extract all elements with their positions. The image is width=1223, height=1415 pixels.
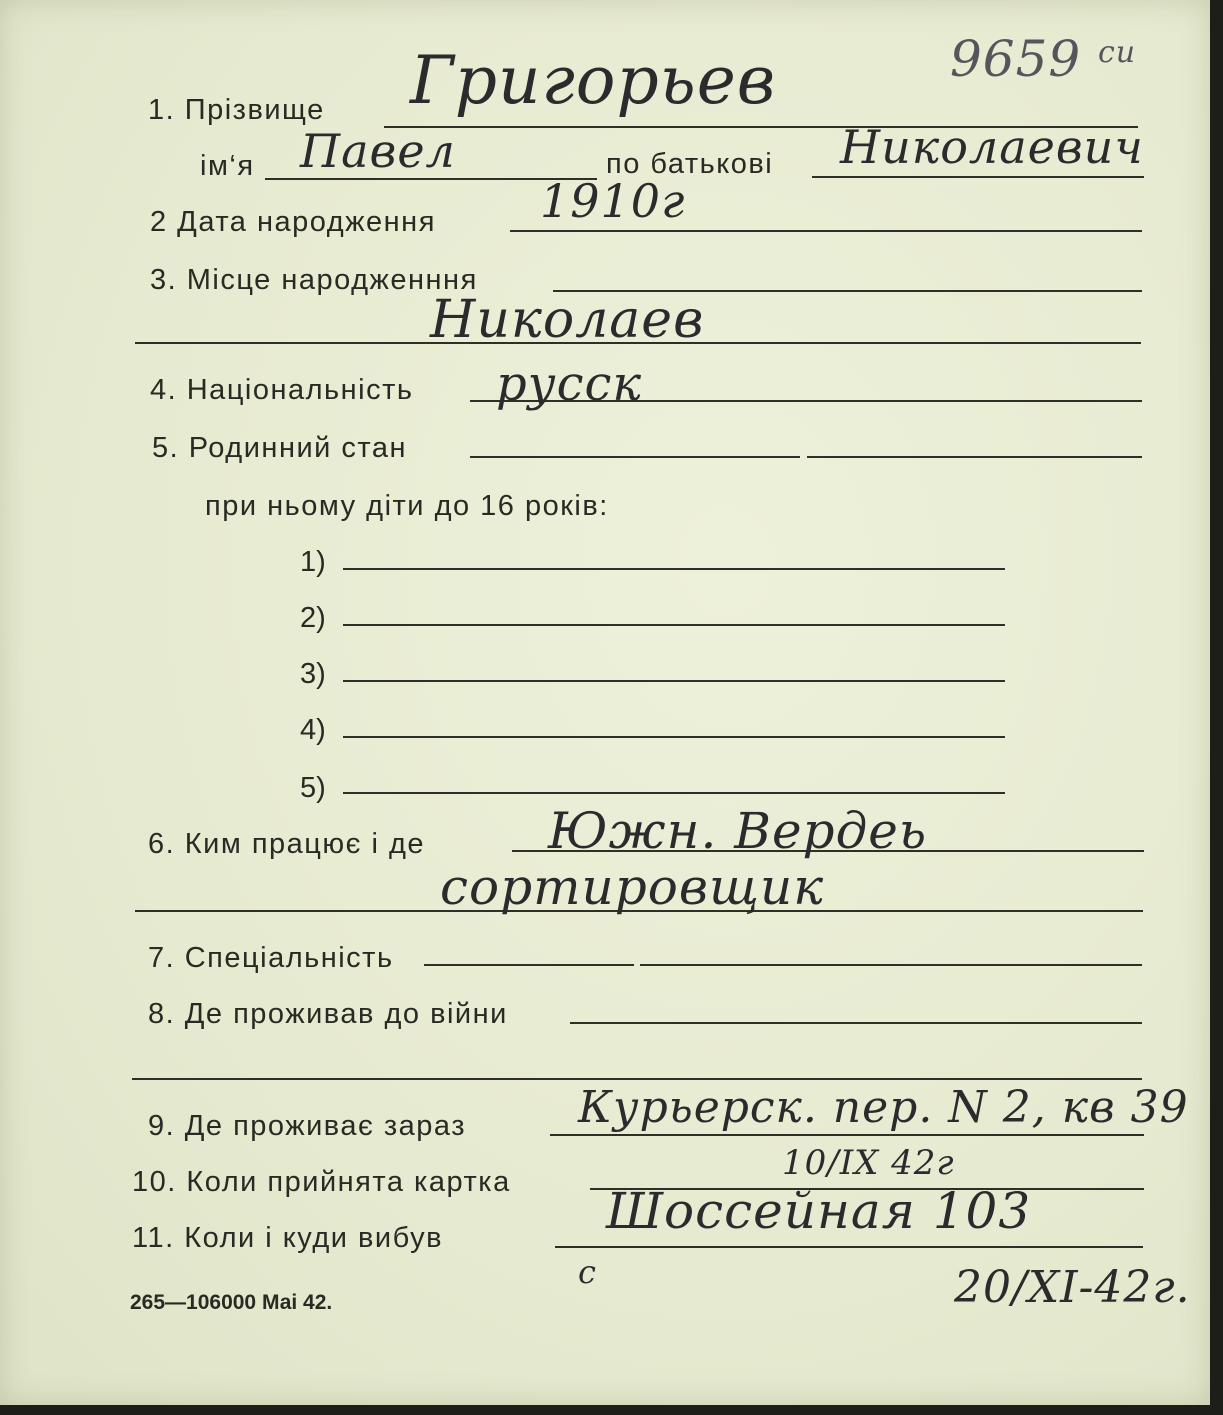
child-1-label: 1) [300, 546, 326, 578]
current-address-line [550, 1134, 1144, 1136]
print-code: 265—106000 Маі 42. [130, 1291, 333, 1314]
birth-date-value: 1910г [540, 174, 686, 228]
marital-line-a [470, 456, 800, 458]
departure-label: 11. Коли і куди вибув [132, 1222, 443, 1254]
card-date-label: 10. Коли прийнята картка [132, 1166, 511, 1198]
departure-date-value: 20/XI-42г. [954, 1262, 1191, 1313]
specialty-line-b [640, 964, 1142, 966]
departure-place-value: Шоссейная 103 [606, 1182, 1032, 1240]
name-label: ім‘я [200, 150, 255, 182]
child-3-label: 3) [300, 658, 326, 690]
record-suffix: си [1098, 35, 1137, 70]
nationality-value: русск [496, 356, 642, 412]
record-number: 9659 [950, 30, 1082, 88]
patronymic-value: Николаевич [840, 120, 1144, 174]
name-value: Павел [300, 124, 456, 178]
current-address-value: Курьерск. пер. N 2, кв 39 [578, 1082, 1189, 1133]
child-1-line [343, 568, 1005, 570]
card-date-value: 10/IX 42г [782, 1143, 955, 1183]
child-5-label: 5) [300, 772, 326, 804]
child-3-line [343, 680, 1005, 682]
child-4-line [343, 736, 1005, 738]
work-label: 6. Ким працює і де [148, 828, 426, 860]
nationality-label: 4. Національність [150, 374, 414, 406]
birth-place-value: Николаев [430, 290, 705, 350]
birth-date-line [510, 230, 1142, 232]
departure-prefix: с [578, 1253, 597, 1291]
surname-label: 1. Прізвище [148, 94, 325, 126]
prewar-line-2 [132, 1078, 1142, 1080]
patronymic-label: по батькові [606, 148, 774, 180]
departure-line [555, 1246, 1143, 1248]
birth-date-label: 2 Дата народження [150, 206, 436, 238]
surname-value: Григорьев [410, 42, 777, 119]
child-4-label: 4) [300, 714, 326, 746]
marital-line-b [807, 456, 1142, 458]
specialty-line-a [424, 964, 634, 966]
child-2-label: 2) [300, 602, 326, 634]
work-position-value: сортировщик [440, 858, 825, 916]
child-5-line [343, 792, 1005, 794]
marital-label: 5. Родинний стан [152, 432, 408, 464]
patronymic-line [812, 176, 1144, 178]
prewar-line [570, 1022, 1142, 1024]
birth-place-label: 3. Місце народженння [150, 264, 478, 296]
work-place-value: Южн. Вердеь [548, 802, 928, 860]
prewar-label: 8. Де проживав до війни [148, 998, 508, 1030]
current-address-label: 9. Де проживає зараз [148, 1110, 467, 1142]
children-label: при ньому діти до 16 років: [205, 490, 609, 522]
child-2-line [343, 624, 1005, 626]
specialty-label: 7. Спеціальність [148, 942, 394, 974]
